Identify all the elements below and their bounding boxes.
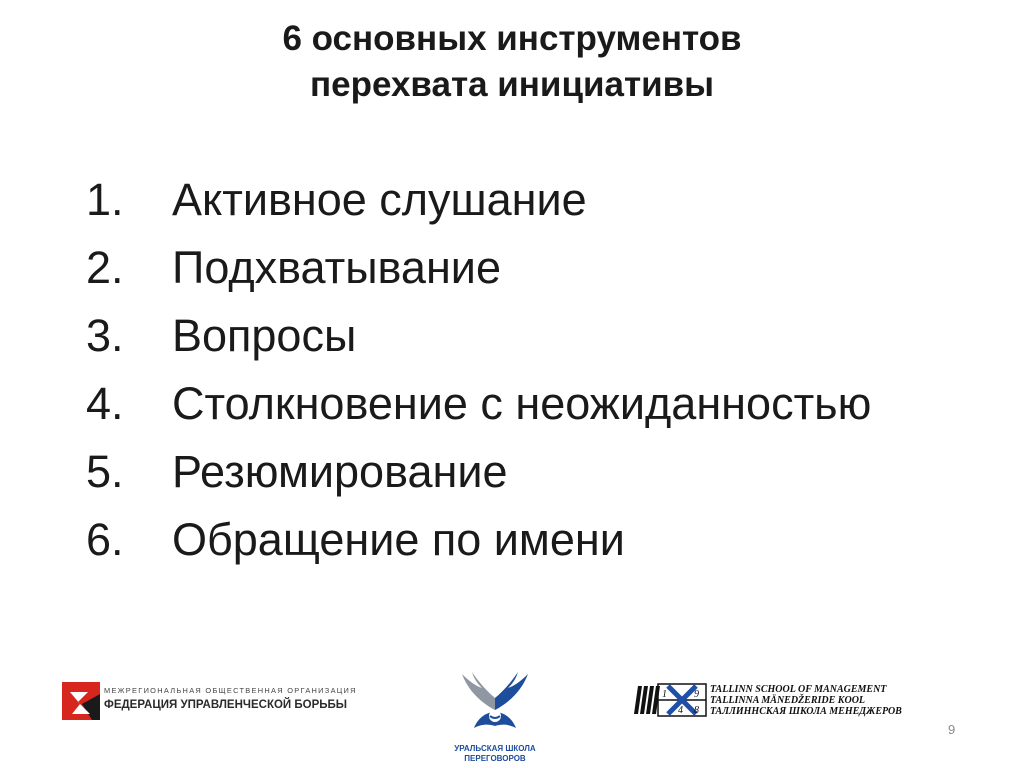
tsm-digit-1: 1 <box>662 689 667 700</box>
list-item-number: 2. <box>86 242 124 293</box>
fub-logo-mark-icon <box>62 682 100 720</box>
list-item-label: Активное слушание <box>172 174 587 225</box>
tsm-digit-4: 8 <box>694 705 699 716</box>
list-item-label: Столкновение с неожиданностью <box>172 378 872 429</box>
tsm-logo-line-2: TALLINNA MÄNEDŽERIDE KOOL <box>710 695 866 706</box>
fub-logo <box>62 682 357 720</box>
tsm-logo <box>632 682 932 720</box>
list-item <box>86 166 871 234</box>
usp-logo-line-1: УРАЛЬСКАЯ ШКОЛА <box>454 744 536 753</box>
tsm-logo-mark-icon <box>632 682 708 718</box>
tools-list <box>86 166 871 574</box>
list-item-label: Подхватывание <box>172 242 501 293</box>
slide-title-line-2: перехвата инициативы <box>309 65 715 104</box>
tsm-digit-3: 4 <box>678 705 683 716</box>
list-item-label: Вопросы <box>172 310 357 361</box>
list-item-label: Резюмирование <box>172 446 508 497</box>
tsm-digit-2: 9 <box>694 689 699 700</box>
fub-logo-line-1: МЕЖРЕГИОНАЛЬНАЯ ОБЩЕСТВЕННАЯ ОРГАНИЗАЦИЯ <box>104 686 357 695</box>
list-item-number: 4. <box>86 378 124 429</box>
slide-title <box>0 16 1024 108</box>
list-item <box>86 302 871 370</box>
fub-logo-line-2: ФЕДЕРАЦИЯ УПРАВЛЕНЧЕСКОЙ БОРЬБЫ <box>104 699 348 711</box>
list-item-number: 3. <box>86 310 124 361</box>
list-item-number: 6. <box>86 514 124 565</box>
list-item <box>86 438 871 506</box>
slide-title-line-1: 6 основных инструментов <box>282 19 742 58</box>
list-item <box>86 234 871 302</box>
footer-logos <box>0 660 1024 768</box>
list-item <box>86 506 871 574</box>
tsm-logo-line-1: TALLINN SCHOOL OF MANAGEMENT <box>710 684 887 695</box>
page-number: 9 <box>948 722 956 737</box>
usp-logo-line-2: ПЕРЕГОВОРОВ <box>464 754 526 763</box>
list-item-number: 5. <box>86 446 124 497</box>
list-item <box>86 370 871 438</box>
tsm-logo-line-3: ТАЛЛИННСКАЯ ШКОЛА МЕНЕДЖЕРОВ <box>710 706 902 717</box>
usp-logo <box>440 672 550 768</box>
list-item-number: 1. <box>86 174 124 225</box>
eagle-wings-icon <box>450 672 540 742</box>
list-item-label: Обращение по имени <box>172 514 625 565</box>
